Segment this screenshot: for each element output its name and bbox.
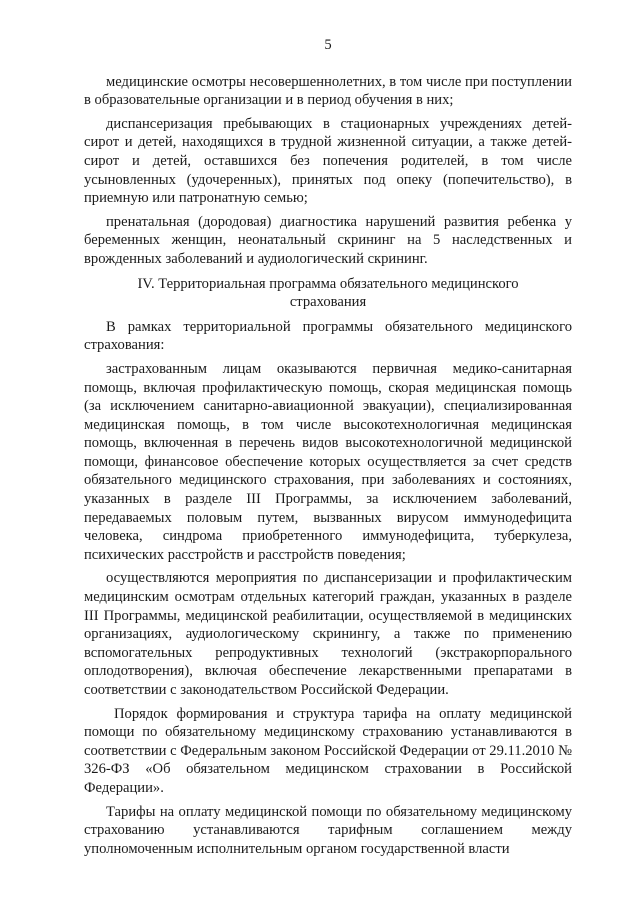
paragraph-medical-exams: медицинские осмотры несовершеннолетних, в том числе при поступлении в образовательные организации и в период обучения в них;	[84, 73, 572, 109]
paragraph-tariff-structure: Порядок формирования и структура тарифа на оплату медицинской помощи по обязательному медицинскому страхованию устанавливаются в соответствии с Федеральным законом Российской Федерации от 29.11.2010 № 326-ФЗ «Об обязательном медицинском страховании в Российской Федерации».	[84, 705, 572, 796]
paragraph-prenatal-diagnostics: пренатальная (дородовая) диагностика нарушений развития ребенка у беременных женщин, неонатальный скрининг на 5 наследственных и врожденных заболеваний и аудиологический скрининг.	[84, 213, 572, 267]
section-heading	[84, 275, 572, 312]
paragraph-program-intro: В рамках территориальной программы обязательного медицинского страхования:	[84, 318, 572, 354]
page-number: 5	[324, 37, 332, 53]
paragraph-insured-persons-care: застрахованным лицам оказываются первичная медико-санитарная помощь, включая профилактическую помощь, скорая медицинская помощь (за исключением санитарно-авиационной эвакуации), специализированная медицинская помощь, в том числе высокотехнологичная медицинская помощь, включенная в перечень видов высокотехнологичной медицинской помощи, финансовое обеспечение которых осуществляется за счет средств обязательного медицинского страхования, при заболеваниях и состояниях, указанных в разделе III Программы, за исключением заболеваний, передаваемых половым путем, вызванных вирусом иммунодефицита человека, синдрома приобретенного иммунодефицита, туберкулеза, психических расстройств и расстройств поведения;	[84, 360, 572, 563]
section-heading-line-1: IV. Территориальная программа обязательного медицинского	[137, 275, 519, 292]
document-page	[84, 36, 572, 863]
paragraph-tariff-agreement: Тарифы на оплату медицинской помощи по обязательному медицинскому страхованию устанавливаются тарифным соглашением между уполномоченным исполнительным органом государственной власти	[84, 803, 572, 857]
section-heading-line-2: страхования	[289, 294, 367, 311]
paragraph-dispensarization-orphans: диспансеризация пребывающих в стационарных учреждениях детей-сирот и детей, находящихся в трудной жизненной ситуации, а также детей-сирот и детей, оставшихся без попечения родителей, в том числе усыновленных (удочеренных), принятых под опеку (попечительство), в приемную или патронатную семью;	[84, 115, 572, 207]
paragraph-dispensarization-measures: осуществляются мероприятия по диспансеризации и профилактическим медицинским осмотрам отдельных категорий граждан, указанных в разделе III Программы, медицинской реабилитации, осуществляемой в медицинских организациях, аудиологическому скринингу, а также по применению вспомогательных репродуктивных технологий (экстракорпорального оплодотворения), включая обеспечение лекарственными препаратами в соответствии с законодательством Российской Федерации.	[84, 570, 572, 698]
